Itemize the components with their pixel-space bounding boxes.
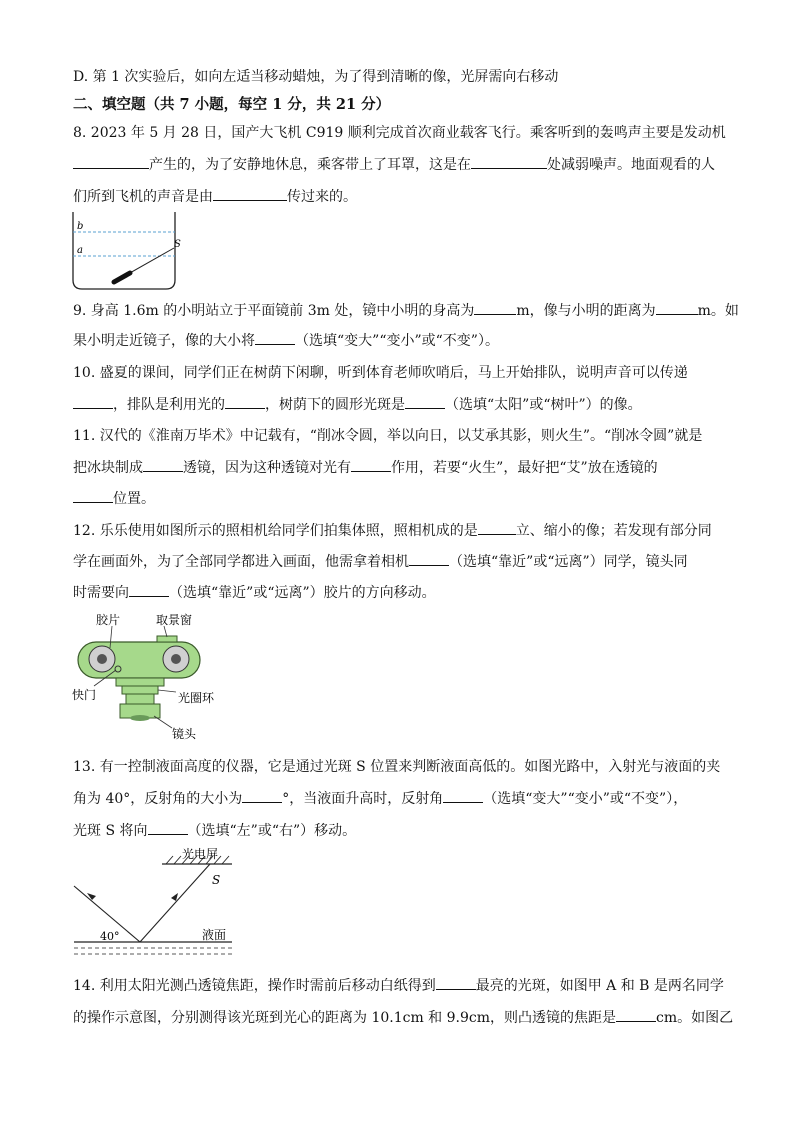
answer-blank[interactable] (436, 975, 476, 990)
label-lens: 镜头 (172, 727, 197, 741)
reel-hub-right (171, 654, 181, 664)
q11-line-1: 11. 汉代的《淮南万毕术》中记载有，“削冰令圆，举以向日，以艾承其影，则火生”。“削冰令圆”就是 (73, 428, 703, 444)
q10-line-2: ，排队是利用光的 ，树荫下的圆形光斑是 （选填“太阳”或“树叶”）的像。 (73, 394, 642, 415)
q13-line-2: 角为 40°，反射角的大小为 °，当液面升高时，反射角 （选填“变大”“变小”或“不变”）， (73, 788, 687, 809)
q8-line-3: 们所到飞机的声音是由 传过来的。 (73, 186, 357, 207)
label-a: a (77, 245, 83, 256)
answer-blank[interactable] (73, 394, 113, 409)
label-s: S (174, 239, 181, 250)
q12-line-3: 时需要向 （选填“靠近”或“远离”）胶片的方向移动。 (73, 582, 436, 603)
label-viewfinder: 取景窗 (156, 613, 193, 627)
label-b: b (77, 221, 84, 232)
q13-line-1: 13. 有一控制液面高度的仪器，它是通过光斑 S 位置来判断液面高低的。如图光路中，入射光与液面的夹 (73, 759, 721, 775)
answer-blank[interactable] (242, 788, 282, 803)
answer-blank[interactable] (148, 820, 188, 835)
liquid-level-figure (70, 846, 240, 961)
answer-blank[interactable] (616, 1007, 656, 1022)
q12-line-1: 12. 乐乐使用如图所示的照相机给同学们拍集体照，照相机成的是 立、缩小的像；若发现有部分同 (73, 520, 712, 541)
q9-line-2: 果小明走近镜子，像的大小将 （选填“变大”“变小”或“不变”）。 (73, 330, 499, 351)
q11-line-2: 把冰块制成 透镜，因为这种透镜对光有 作用，若要“火生”，最好把“艾”放在透镜的 (73, 457, 658, 478)
q13-line-3: 光斑 S 将向 （选填“左”或“右”）移动。 (73, 820, 356, 841)
label-shutter: 快门 (72, 688, 97, 702)
leader-viewfinder (164, 626, 167, 637)
reflected-ray (140, 864, 210, 942)
reflected-arrow (171, 893, 178, 901)
label-aperture: 光圈环 (178, 691, 215, 705)
beaker-figure (70, 210, 182, 292)
lens-glass (130, 715, 150, 721)
answer-blank[interactable] (213, 186, 287, 201)
answer-blank[interactable] (225, 394, 265, 409)
q11-line-3: 位置。 (73, 488, 155, 509)
answer-blank[interactable] (471, 154, 547, 169)
incident-arrow (87, 893, 96, 900)
shutter-button (115, 666, 121, 672)
leader-aperture (158, 690, 176, 692)
answer-blank[interactable] (73, 488, 113, 503)
answer-blank[interactable] (656, 300, 698, 315)
camera-figure (72, 612, 232, 744)
answer-blank[interactable] (351, 457, 391, 472)
answer-blank[interactable] (409, 551, 449, 566)
label-screen: 光电屏 (182, 847, 219, 861)
lens-mount (116, 678, 164, 686)
q9-line-1: 9. 身高 1.6m 的小明站立于平面镜前 3m 处，镜中小明的身高为 m，像与小明的距离为 m。如 (73, 300, 739, 321)
q8-line-2: 产生的，为了安静地休息，乘客带上了耳罩，这是在 处减弱噪声。地面观看的人 (73, 154, 715, 175)
answer-blank[interactable] (255, 330, 295, 345)
q12-line-2: 学在画面外，为了全部同学都进入画面，他需拿着相机 （选填“靠近”或“远离”）同学，镜头同 (73, 551, 688, 572)
answer-blank[interactable] (405, 394, 445, 409)
lens-barrel (126, 694, 154, 704)
answer-blank[interactable] (478, 520, 516, 535)
label-surface: 液面 (202, 928, 227, 942)
label-s: S (212, 873, 221, 887)
q10-line-1: 10. 盛夏的课间，同学们正在树荫下闲聊，听到体育老师吹哨后，马上开始排队，说明声音可以传递 (73, 365, 688, 381)
q14-line-1: 14. 利用太阳光测凸透镜焦距，操作时需前后移动白纸得到 最亮的光斑，如图甲 A 和 B 是两名同学 (73, 975, 724, 996)
reel-hub-left (97, 654, 107, 664)
leader-lens (154, 716, 172, 728)
option-d: D. 第 1 次实验后，如向左适当移动蜡烛，为了得到清晰的像，光屏需向右移动 (73, 69, 559, 85)
answer-blank[interactable] (73, 154, 149, 169)
section-heading: 二、填空题（共 7 小题，每空 1 分，共 21 分） (73, 96, 391, 113)
answer-blank[interactable] (474, 300, 516, 315)
q14-line-2: 的操作示意图，分别测得该光斑到光心的距离为 10.1cm 和 9.9cm，则凸透镜的焦距是 cm。如图乙 (73, 1007, 733, 1028)
aperture-ring (122, 686, 158, 694)
answer-blank[interactable] (443, 788, 483, 803)
answer-blank[interactable] (129, 582, 169, 597)
label-angle: 40° (100, 930, 120, 943)
label-film: 胶片 (96, 613, 121, 627)
q8-line-1: 8. 2023 年 5 月 28 日，国产大飞机 C919 顺利完成首次商业载客飞行。乘客听到的轰鸣声主要是发动机 (73, 125, 726, 141)
pencil (114, 273, 130, 282)
answer-blank[interactable] (143, 457, 183, 472)
